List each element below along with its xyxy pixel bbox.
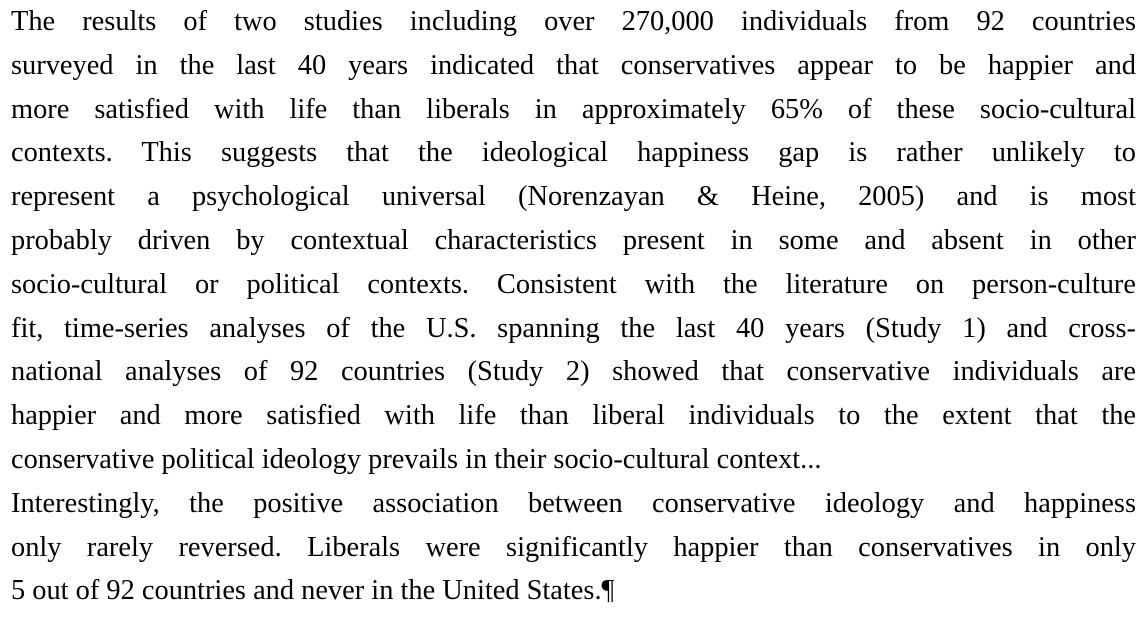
- text-line: more satisfied with life than liberals in approximately 65% of these socio-cultural: [11, 93, 1136, 125]
- text-line: conservative political ideology prevails in their socio-cultural context...: [11, 443, 822, 475]
- text-line: fit, time-series analyses of the U.S. spanning the last 40 years (Study 1) and cross-: [11, 312, 1136, 344]
- text-line: happier and more satisfied with life than liberal individuals to the extent that the: [11, 400, 1136, 432]
- text-line: The results of two studies including over 270,000 individuals from 92 countries: [11, 6, 1136, 37]
- text-line: surveyed in the last 40 years indicated that conservatives appear to be happier and: [11, 49, 1136, 81]
- text-line: represent a psychological universal (Norenzayan & Heine, 2005) and is most: [11, 181, 1136, 213]
- text-line: socio-cultural or political contexts. Consistent with the literature on person-culture: [11, 268, 1136, 300]
- text-line: only rarely reversed. Liberals were significantly happier than conservatives in only: [11, 531, 1136, 563]
- text-line: national analyses of 92 countries (Study 2) showed that conservative individuals are: [11, 356, 1136, 388]
- text-line: 5 out of 92 countries and never in the United States.¶: [11, 575, 615, 607]
- text-line: probably driven by contextual characteristics present in some and absent in other: [11, 224, 1136, 256]
- document-paragraph: [11, 0, 1136, 613]
- text-line: contexts. This suggests that the ideological happiness gap is rather unlikely to: [11, 137, 1136, 169]
- text-line: Interestingly, the positive association between conservative ideology and happiness: [11, 487, 1136, 519]
